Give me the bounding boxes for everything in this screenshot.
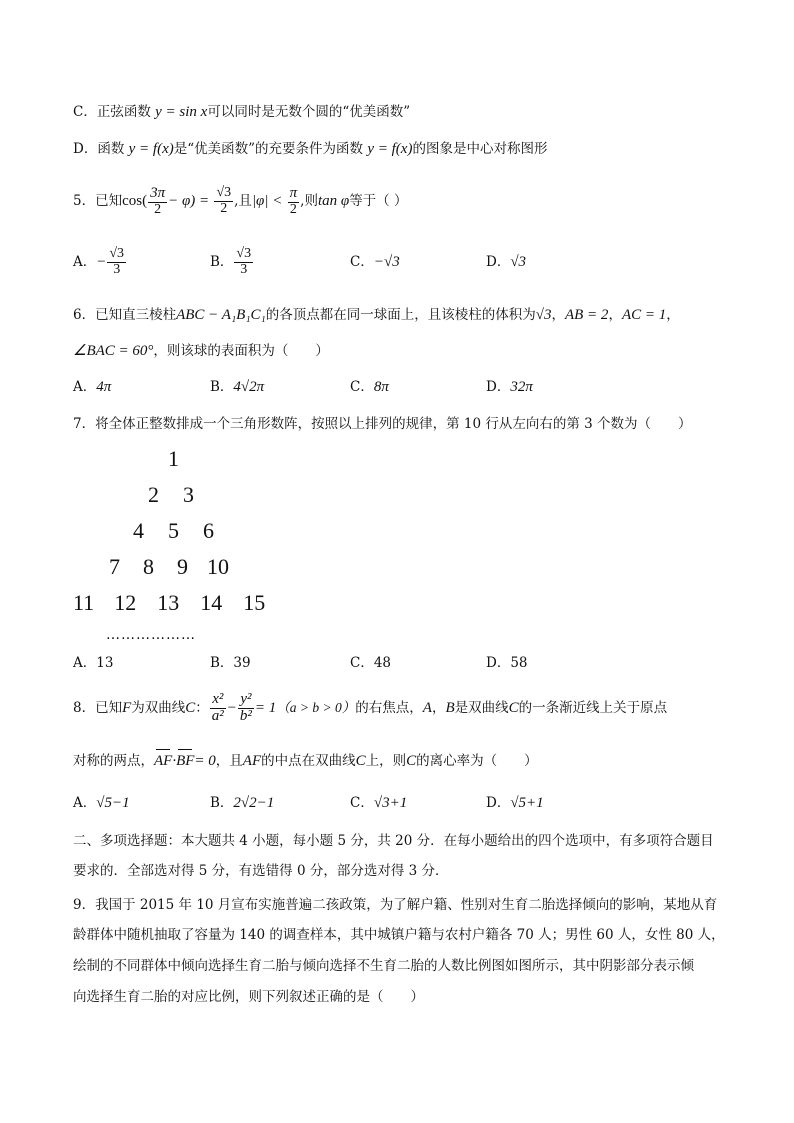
q8-option-d: D．√5+1 (486, 795, 544, 811)
triangle-ellipsis: ……………… (106, 627, 196, 643)
q8-option-b: B．2√2−1 (210, 795, 275, 811)
q5-option-c: C．−√3 (350, 254, 400, 270)
q6-option-a: A．4π (73, 379, 112, 395)
q8-stem-line2: 对称的两点，AF·BF= 0，且AF的中点在双曲线C上，则C的离心率为（ ） (73, 753, 538, 769)
q7-option-a: A．13 (73, 655, 114, 671)
q7-stem: 7．将全体正整数排成一个三角形数阵，按照以上排列的规律，第 10 行从左向右的第 3 个数为（ ） (73, 416, 692, 432)
q8-option-c: C．√3+1 (350, 795, 408, 811)
q9-line4: 向选择生育二胎的对应比例，则下列叙述正确的是（ ） (73, 989, 424, 1005)
q6-option-b: B．4√2π (210, 379, 265, 395)
q6-stem-line2: ∠BAC = 60°，则该球的表面积为（ ） (73, 343, 329, 359)
triangle-row-5: 11 12 13 14 15 (73, 590, 266, 615)
triangle-row-2: 2 3 (148, 482, 194, 507)
q5-option-a: A．− $\frac{√3}{3}$ (73, 246, 125, 277)
q8-stem-line1: 8．已知F为双曲线C： $\frac{\text{x²}}{\text{a²}}$ − $\frac{\text{y²}}{\text{b²}}$ = 1（a > b > 0）的右焦点，A，B是双曲线C的一条渐近线上关于原点 (73, 691, 668, 724)
triangle-row-3: 4 5 6 (133, 518, 214, 543)
q5-option-d: D．√3 (486, 254, 527, 270)
section2-line1: 二、多项选择题：本大题共 4 小题，每小题 5 分，共 20 分．在每小题给出的四个选项中，有多项符合题目 (73, 833, 714, 849)
q4-option-c: C．正弦函数 y = sin x可以同时是无数个圆的“优美函数” (73, 104, 411, 120)
q6-option-d: D．32π (486, 379, 533, 395)
triangle-row-4: 7 8 9 10 (109, 554, 229, 579)
q7-option-d: D．58 (486, 655, 528, 671)
q9-line2: 龄群体中随机抽取了容量为 140 的调查样本，其中城镇户籍与农村户籍各 70 人；男性 60 人，女性 80 人， (73, 927, 725, 943)
q9-line3: 绘制的不同群体中倾向选择生育二胎与倾向选择不生育二胎的人数比例图如图所示，其中阴影部分表示倾 (73, 958, 694, 974)
q9-line1: 9．我国于 2015 年 10 月宣布实施普遍二孩政策，为了解户籍、性别对生育二胎选择倾向的影响，某地从育 (73, 897, 718, 913)
q7-option-b: B．39 (210, 655, 251, 671)
q6-stem-line1: 6．已知直三棱柱ABC − A₁B₁C₁的各顶点都在同一球面上，且该棱柱的体积为√3，AB = 2，AC = 1， (73, 307, 680, 323)
triangle-row-1: 1 (168, 446, 179, 471)
q4-option-d: D．函数 y = f(x)是“优美函数”的充要条件为函数 y = f(x)的图象是中心对称图形 (73, 141, 548, 157)
section2-line2: 要求的．全部选对得 5 分，有选错得 0 分，部分选对得 3 分． (73, 863, 449, 879)
q7-option-c: C．48 (350, 655, 392, 671)
q6-option-c: C．8π (350, 379, 389, 395)
vector-af: AF (154, 753, 173, 769)
vector-bf: BF (176, 753, 195, 769)
q5-option-b: B． $\frac{√3}{3}$ (210, 246, 252, 277)
q5-stem: 5．已知cos( $\frac{3\pi}{2}$ − φ) = $\frac{√3}{2}$ ,且|φ| < $\frac{\pi}{2}$ ,则tan φ等于（ ） (73, 184, 408, 217)
q8-option-a: A．√5−1 (73, 795, 130, 811)
